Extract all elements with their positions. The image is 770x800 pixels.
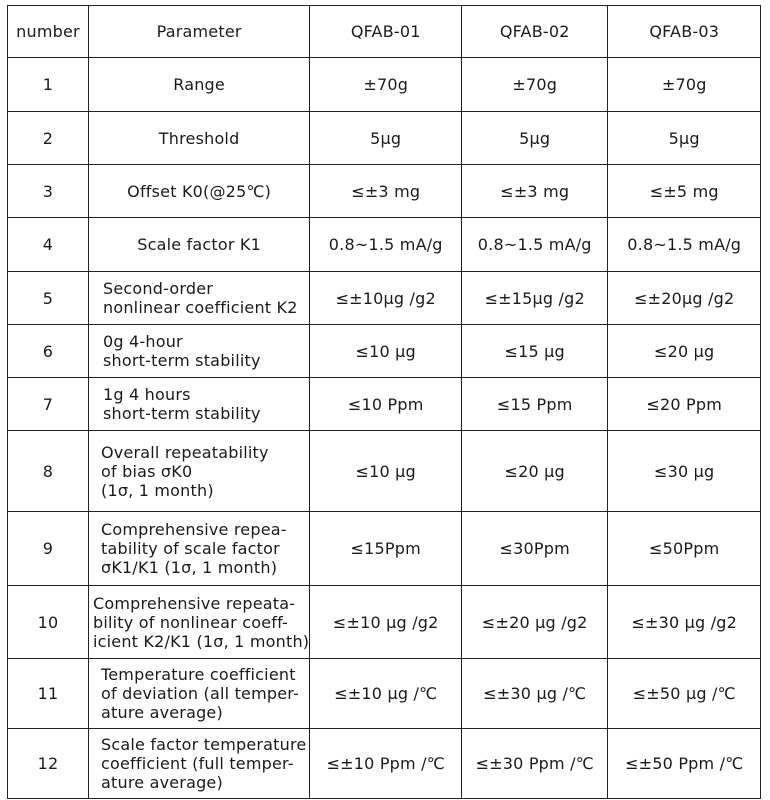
- parameter-cell: [89, 512, 310, 586]
- value-qfab-02: ≤15 μg: [462, 325, 608, 378]
- table-row: [8, 325, 761, 378]
- row-number: 1: [8, 58, 89, 112]
- value-qfab-03: 0.8~1.5 mA/g: [608, 218, 761, 272]
- header-row: [8, 6, 761, 58]
- value-qfab-03: ≤±5 mg: [608, 165, 761, 218]
- value-qfab-03: ≤±30 μg /g2: [608, 586, 761, 659]
- value-qfab-02: ≤20 μg: [462, 431, 608, 512]
- header-qfab-01: QFAB-01: [310, 6, 462, 58]
- parameter-line: 0g 4-hour: [103, 332, 183, 351]
- parameter-line: σK1/K1 (1σ, 1 month): [101, 558, 278, 577]
- spec-table: [7, 5, 761, 799]
- value-qfab-02: ≤±30 Ppm /℃: [462, 729, 608, 799]
- parameter-line: Comprehensive repea-: [101, 520, 287, 539]
- parameter-cell: [89, 112, 310, 165]
- table-row: [8, 512, 761, 586]
- parameter-line: Threshold: [158, 128, 240, 148]
- value-qfab-02: ≤15 Ppm: [462, 378, 608, 431]
- row-number: 11: [8, 659, 89, 729]
- parameter-cell: [89, 325, 310, 378]
- table-row: [8, 58, 761, 112]
- value-qfab-03: ≤±20μg /g2: [608, 272, 761, 325]
- parameter-line: short-term stability: [103, 351, 261, 370]
- parameter-cell: [89, 272, 310, 325]
- value-qfab-01: 5μg: [310, 112, 462, 165]
- parameter-line: Second-order: [103, 279, 214, 298]
- table-row: [8, 112, 761, 165]
- parameter-line: Scale factor temperature: [101, 735, 307, 754]
- value-qfab-03: ≤20 Ppm: [608, 378, 761, 431]
- parameter-line: Offset K0(@25℃): [127, 181, 272, 201]
- table-row: [8, 165, 761, 218]
- table-row: [8, 586, 761, 659]
- row-number: 10: [8, 586, 89, 659]
- value-qfab-01: ≤±10 Ppm /℃: [310, 729, 462, 799]
- parameter-line: icient K2/K1 (1σ, 1 month): [93, 631, 310, 651]
- parameter-cell: [89, 58, 310, 112]
- row-number: 7: [8, 378, 89, 431]
- parameter-cell: [89, 729, 310, 799]
- parameter-cell: [89, 378, 310, 431]
- header-number: number: [8, 6, 89, 58]
- value-qfab-03: ≤30 μg: [608, 431, 761, 512]
- header-qfab-03: QFAB-03: [608, 6, 761, 58]
- header-parameter: Parameter: [89, 6, 310, 58]
- parameter-cell: [89, 659, 310, 729]
- parameter-line: of bias σK0: [101, 461, 193, 481]
- parameter-line: Range: [173, 75, 225, 94]
- table-row: [8, 659, 761, 729]
- parameter-line: short-term stability: [103, 404, 261, 423]
- value-qfab-03: 5μg: [608, 112, 761, 165]
- table-row: [8, 729, 761, 799]
- parameter-line: ature average): [101, 773, 223, 792]
- row-number: 9: [8, 512, 89, 586]
- value-qfab-01: ≤±10μg /g2: [310, 272, 462, 325]
- table-row: [8, 431, 761, 512]
- parameter-line: of deviation (all temper-: [101, 684, 300, 703]
- value-qfab-01: ≤10 μg: [310, 431, 462, 512]
- parameter-line: Temperature coefficient: [101, 665, 296, 684]
- table-row: [8, 218, 761, 272]
- table-row: [8, 378, 761, 431]
- parameter-line: (1σ, 1 month): [101, 480, 214, 500]
- parameter-line: coefficient (full temper-: [101, 754, 294, 773]
- parameter-line: Scale factor K1: [137, 235, 261, 254]
- parameter-cell: [89, 165, 310, 218]
- value-qfab-02: ≤±3 mg: [462, 165, 608, 218]
- value-qfab-01: ≤10 Ppm: [310, 378, 462, 431]
- value-qfab-02: ≤±30 μg /℃: [462, 659, 608, 729]
- row-number: 5: [8, 272, 89, 325]
- row-number: 2: [8, 112, 89, 165]
- value-qfab-01: ±70g: [310, 58, 462, 112]
- value-qfab-01: ≤±10 μg /℃: [310, 659, 462, 729]
- value-qfab-03: ≤50Ppm: [608, 512, 761, 586]
- value-qfab-02: ≤±15μg /g2: [462, 272, 608, 325]
- parameter-line: 1g 4 hours: [103, 385, 191, 404]
- parameter-line: Comprehensive repeata-: [93, 593, 296, 613]
- table-row: [8, 272, 761, 325]
- value-qfab-03: ≤±50 Ppm /℃: [608, 729, 761, 799]
- parameter-cell: [89, 218, 310, 272]
- row-number: 12: [8, 729, 89, 799]
- value-qfab-03: ≤±50 μg /℃: [608, 659, 761, 729]
- header-qfab-02: QFAB-02: [462, 6, 608, 58]
- row-number: 3: [8, 165, 89, 218]
- row-number: 4: [8, 218, 89, 272]
- value-qfab-02: ±70g: [462, 58, 608, 112]
- parameter-cell: [89, 586, 310, 659]
- parameter-line: tability of scale factor: [101, 539, 280, 558]
- value-qfab-01: ≤10 μg: [310, 325, 462, 378]
- parameter-line: nonlinear coefficient K2: [103, 298, 298, 317]
- parameter-line: Overall repeatability: [101, 442, 269, 462]
- value-qfab-01: ≤15Ppm: [310, 512, 462, 586]
- value-qfab-01: 0.8~1.5 mA/g: [310, 218, 462, 272]
- value-qfab-03: ±70g: [608, 58, 761, 112]
- value-qfab-03: ≤20 μg: [608, 325, 761, 378]
- parameter-cell: [89, 431, 310, 512]
- parameter-line: bility of nonlinear coeff-: [93, 612, 289, 632]
- value-qfab-01: ≤±10 μg /g2: [310, 586, 462, 659]
- parameter-line: ature average): [101, 703, 223, 722]
- value-qfab-02: ≤30Ppm: [462, 512, 608, 586]
- row-number: 6: [8, 325, 89, 378]
- value-qfab-02: 5μg: [462, 112, 608, 165]
- value-qfab-01: ≤±3 mg: [310, 165, 462, 218]
- row-number: 8: [8, 431, 89, 512]
- value-qfab-02: 0.8~1.5 mA/g: [462, 218, 608, 272]
- value-qfab-02: ≤±20 μg /g2: [462, 586, 608, 659]
